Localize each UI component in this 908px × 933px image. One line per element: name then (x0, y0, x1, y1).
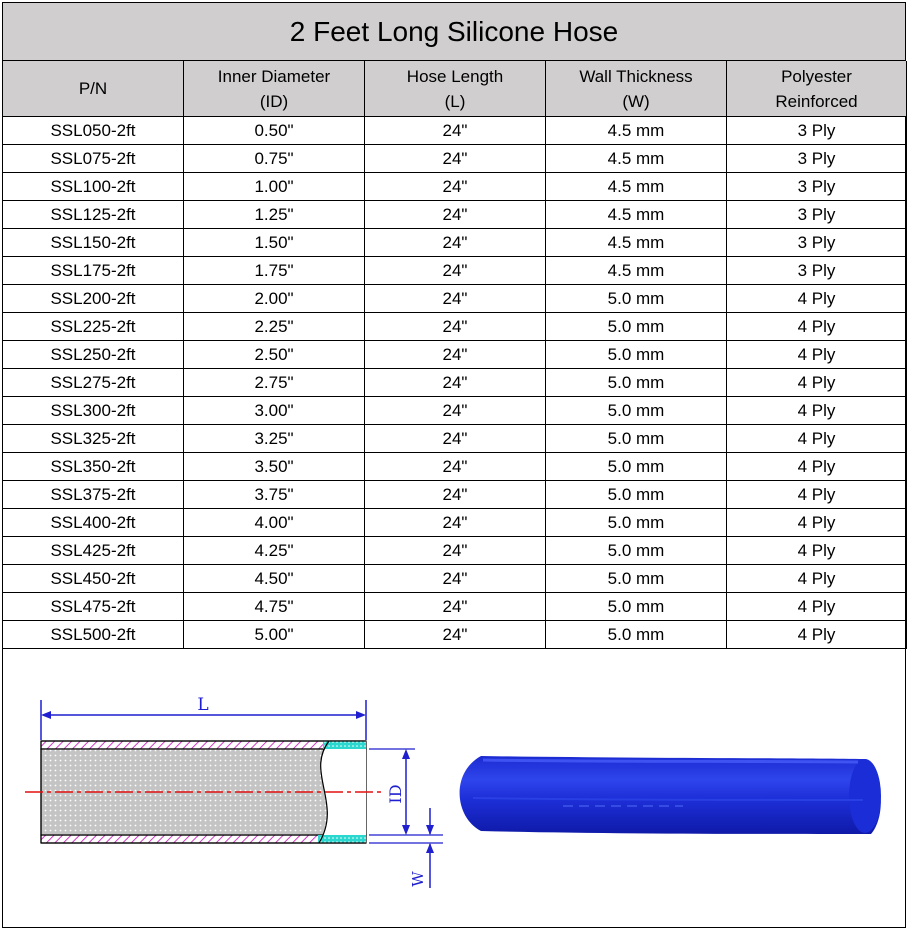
table-row (3, 453, 907, 481)
inner-diameter-cell: 4.00" (184, 509, 365, 537)
part-number-cell: SSL325-2ft (3, 425, 184, 453)
inner-diameter-cell: 1.75" (184, 257, 365, 285)
inner-diameter-cell: 1.25" (184, 201, 365, 229)
polyester-ply-cell: 4 Ply (727, 341, 907, 369)
wall-thickness-cell: 4.5 mm (546, 117, 727, 145)
inner-diameter-cell: 4.75" (184, 593, 365, 621)
polyester-ply-cell: 4 Ply (727, 453, 907, 481)
part-number-cell: SSL050-2ft (3, 117, 184, 145)
part-number-cell: SSL425-2ft (3, 537, 184, 565)
inner-diameter-cell: 3.75" (184, 481, 365, 509)
table-row (3, 397, 907, 425)
inner-diameter-cell: 4.25" (184, 537, 365, 565)
hose-length-cell: 24" (365, 509, 546, 537)
length-label: L (197, 695, 209, 715)
part-number-cell: SSL125-2ft (3, 201, 184, 229)
table-body (3, 117, 907, 649)
part-number-cell: SSL450-2ft (3, 565, 184, 593)
table-row (3, 369, 907, 397)
wall-thickness-cell: 5.0 mm (546, 341, 727, 369)
part-number-cell: SSL150-2ft (3, 229, 184, 257)
table-row (3, 201, 907, 229)
hose-length-cell: 24" (365, 397, 546, 425)
wall-thickness-cell: 5.0 mm (546, 313, 727, 341)
polyester-ply-cell: 4 Ply (727, 537, 907, 565)
polyester-ply-cell: 4 Ply (727, 621, 907, 649)
polyester-ply-cell: 4 Ply (727, 313, 907, 341)
inner-diameter-cell: 0.50" (184, 117, 365, 145)
hose-length-cell: 24" (365, 481, 546, 509)
table-row (3, 565, 907, 593)
inner-diameter-cell: 3.25" (184, 425, 365, 453)
inner-diameter-cell: 4.50" (184, 565, 365, 593)
wall-thickness-cell: 5.0 mm (546, 425, 727, 453)
table-row (3, 621, 907, 649)
hose-length-cell: 24" (365, 313, 546, 341)
table-row (3, 145, 907, 173)
hose-diagrams (3, 648, 905, 928)
part-number-cell: SSL350-2ft (3, 453, 184, 481)
polyester-ply-cell: 3 Ply (727, 145, 907, 173)
inner-diameter-cell: 1.50" (184, 229, 365, 257)
column-header-wall-thickness: Wall Thickness (W) (546, 61, 727, 117)
table-row (3, 229, 907, 257)
column-header-inner-diameter: Inner Diameter (ID) (184, 61, 365, 117)
blue-hose-image (460, 756, 881, 834)
polyester-ply-cell: 4 Ply (727, 565, 907, 593)
inner-diameter-cell: 2.25" (184, 313, 365, 341)
hose-length-cell: 24" (365, 369, 546, 397)
wall-thickness-label: W (409, 871, 427, 887)
cross-section-drawing (25, 695, 443, 888)
hose-length-cell: 24" (365, 621, 546, 649)
wall-thickness-cell: 5.0 mm (546, 397, 727, 425)
wall-thickness-cell: 5.0 mm (546, 481, 727, 509)
inner-diameter-label: ID (386, 784, 405, 804)
inner-diameter-cell: 1.00" (184, 173, 365, 201)
wall-thickness-cell: 5.0 mm (546, 593, 727, 621)
wall-thickness-cell: 5.0 mm (546, 565, 727, 593)
part-number-cell: SSL200-2ft (3, 285, 184, 313)
wall-thickness-cell: 5.0 mm (546, 537, 727, 565)
wall-thickness-cell: 5.0 mm (546, 453, 727, 481)
spec-table (2, 61, 907, 649)
hose-length-cell: 24" (365, 229, 546, 257)
hose-length-cell: 24" (365, 341, 546, 369)
part-number-cell: SSL075-2ft (3, 145, 184, 173)
table-row (3, 593, 907, 621)
wall-thickness-cell: 4.5 mm (546, 145, 727, 173)
hose-diagram-area (3, 648, 905, 928)
polyester-ply-cell: 4 Ply (727, 425, 907, 453)
wall-thickness-cell: 5.0 mm (546, 285, 727, 313)
column-header-hose-length: Hose Length (L) (365, 61, 546, 117)
hose-length-cell: 24" (365, 593, 546, 621)
column-header-polyester-reinforced: Polyester Reinforced (727, 61, 907, 117)
wall-thickness-cell: 5.0 mm (546, 509, 727, 537)
inner-diameter-cell: 2.50" (184, 341, 365, 369)
polyester-ply-cell: 4 Ply (727, 509, 907, 537)
hose-length-cell: 24" (365, 285, 546, 313)
part-number-cell: SSL400-2ft (3, 509, 184, 537)
polyester-ply-cell: 3 Ply (727, 117, 907, 145)
part-number-cell: SSL275-2ft (3, 369, 184, 397)
page-title: 2 Feet Long Silicone Hose (3, 3, 905, 61)
part-number-cell: SSL175-2ft (3, 257, 184, 285)
part-number-cell: SSL475-2ft (3, 593, 184, 621)
polyester-ply-cell: 4 Ply (727, 593, 907, 621)
table-row (3, 537, 907, 565)
wall-thickness-cell: 5.0 mm (546, 369, 727, 397)
table-row (3, 285, 907, 313)
wall-thickness-cell: 4.5 mm (546, 229, 727, 257)
polyester-ply-cell: 3 Ply (727, 173, 907, 201)
table-row (3, 313, 907, 341)
table-row (3, 257, 907, 285)
table-row (3, 425, 907, 453)
part-number-cell: SSL250-2ft (3, 341, 184, 369)
hose-length-cell: 24" (365, 201, 546, 229)
table-row (3, 341, 907, 369)
polyester-ply-cell: 4 Ply (727, 285, 907, 313)
hose-length-cell: 24" (365, 565, 546, 593)
inner-diameter-cell: 2.75" (184, 369, 365, 397)
table-header-row (3, 61, 907, 117)
hose-length-cell: 24" (365, 117, 546, 145)
part-number-cell: SSL500-2ft (3, 621, 184, 649)
wall-thickness-cell: 5.0 mm (546, 621, 727, 649)
table-row (3, 481, 907, 509)
part-number-cell: SSL225-2ft (3, 313, 184, 341)
polyester-ply-cell: 4 Ply (727, 481, 907, 509)
polyester-ply-cell: 4 Ply (727, 369, 907, 397)
polyester-ply-cell: 3 Ply (727, 229, 907, 257)
part-number-cell: SSL100-2ft (3, 173, 184, 201)
spec-sheet (2, 2, 906, 928)
column-header-pn: P/N (3, 61, 184, 117)
wall-thickness-cell: 4.5 mm (546, 173, 727, 201)
hose-length-cell: 24" (365, 173, 546, 201)
polyester-ply-cell: 3 Ply (727, 201, 907, 229)
part-number-cell: SSL300-2ft (3, 397, 184, 425)
hose-length-cell: 24" (365, 453, 546, 481)
table-row (3, 117, 907, 145)
part-number-cell: SSL375-2ft (3, 481, 184, 509)
wall-thickness-cell: 4.5 mm (546, 257, 727, 285)
wall-thickness-cell: 4.5 mm (546, 201, 727, 229)
table-row (3, 509, 907, 537)
inner-diameter-cell: 3.00" (184, 397, 365, 425)
hose-length-cell: 24" (365, 257, 546, 285)
inner-diameter-cell: 3.50" (184, 453, 365, 481)
inner-diameter-cell: 0.75" (184, 145, 365, 173)
hose-length-cell: 24" (365, 537, 546, 565)
table-row (3, 173, 907, 201)
polyester-ply-cell: 4 Ply (727, 397, 907, 425)
polyester-ply-cell: 3 Ply (727, 257, 907, 285)
inner-diameter-cell: 2.00" (184, 285, 365, 313)
inner-diameter-cell: 5.00" (184, 621, 365, 649)
hose-length-cell: 24" (365, 145, 546, 173)
hose-length-cell: 24" (365, 425, 546, 453)
